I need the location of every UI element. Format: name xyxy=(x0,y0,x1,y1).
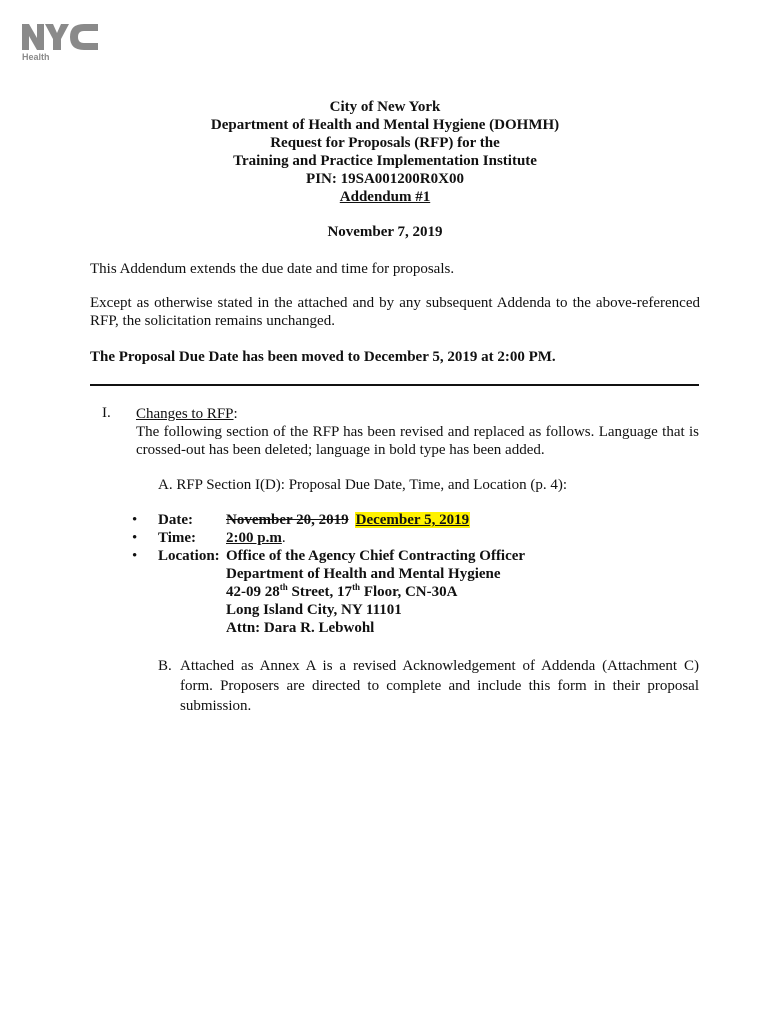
time-label: Time: xyxy=(158,530,197,546)
bullet-icon: • xyxy=(132,512,138,528)
section-title: Changes to RFP xyxy=(136,406,234,422)
bullet-icon: • xyxy=(132,530,138,546)
header-department: Department of Health and Mental Hygiene (DOHMH) xyxy=(210,117,560,133)
header-rfp: Request for Proposals (RFP) for the xyxy=(270,135,500,151)
section-body: The following section of the RFP has been revised and replaced as follows. Language that is crossed-out has been deleted; language in bold type has been added. xyxy=(136,424,699,458)
intro-paragraph: This Addendum extends the due date and time for proposals. xyxy=(90,261,455,277)
document-date: November 7, 2019 xyxy=(327,224,443,240)
header-pin: PIN: 19SA001200R0X00 xyxy=(306,171,464,187)
address-line-1: Office of the Agency Chief Contracting Officer xyxy=(226,548,526,564)
section-title-colon: : xyxy=(233,406,238,422)
except-paragraph: Except as otherwise stated in the attached and by any subsequent Addenda to the above-referenced RFP, the solicitation remains unchanged. xyxy=(90,295,700,329)
header-program: Training and Practice Implementation Institute xyxy=(233,153,537,169)
subsection-a-heading: A. RFP Section I(D): Proposal Due Date, Time, and Location (p. 4): xyxy=(158,477,567,493)
address-line-5: Attn: Dara R. Lebwohl xyxy=(226,620,375,636)
nyc-logo-icon xyxy=(22,22,100,52)
subsection-b-text: Attached as Annex A is a revised Acknowledgement of Addenda (Attachment C) form. Proposers are directed to complete and include this form in their proposal submission. xyxy=(180,658,699,714)
due-date-notice: The Proposal Due Date has been moved to December 5, 2019 at 2:00 PM. xyxy=(90,349,556,365)
section-changes xyxy=(136,405,699,459)
address-line-2: Department of Health and Mental Hygiene xyxy=(226,566,501,582)
location-label: Location: xyxy=(158,548,220,564)
section-divider xyxy=(90,384,699,386)
time-value: 2:00 p.m xyxy=(226,530,282,546)
bullet-icon: • xyxy=(132,548,138,564)
address-line-3: 42-09 28th Street, 17th Floor, CN-30A xyxy=(226,582,458,600)
document-header xyxy=(0,98,770,206)
new-date-highlight: December 5, 2019 xyxy=(355,512,470,528)
header-city: City of New York xyxy=(329,99,441,115)
section-number: I. xyxy=(102,405,111,421)
nyc-health-logo xyxy=(22,22,102,62)
time-suffix: . xyxy=(281,530,286,546)
logo-subtitle: Health xyxy=(22,52,50,62)
address-line-4: Long Island City, NY 11101 xyxy=(226,602,402,618)
old-date: November 20, 2019 xyxy=(226,512,349,528)
date-label: Date: xyxy=(158,512,193,528)
subsection-b-label: B. xyxy=(158,658,172,674)
header-addendum: Addendum #1 xyxy=(339,189,431,205)
location-address xyxy=(226,547,525,637)
subsection-b xyxy=(158,656,699,716)
